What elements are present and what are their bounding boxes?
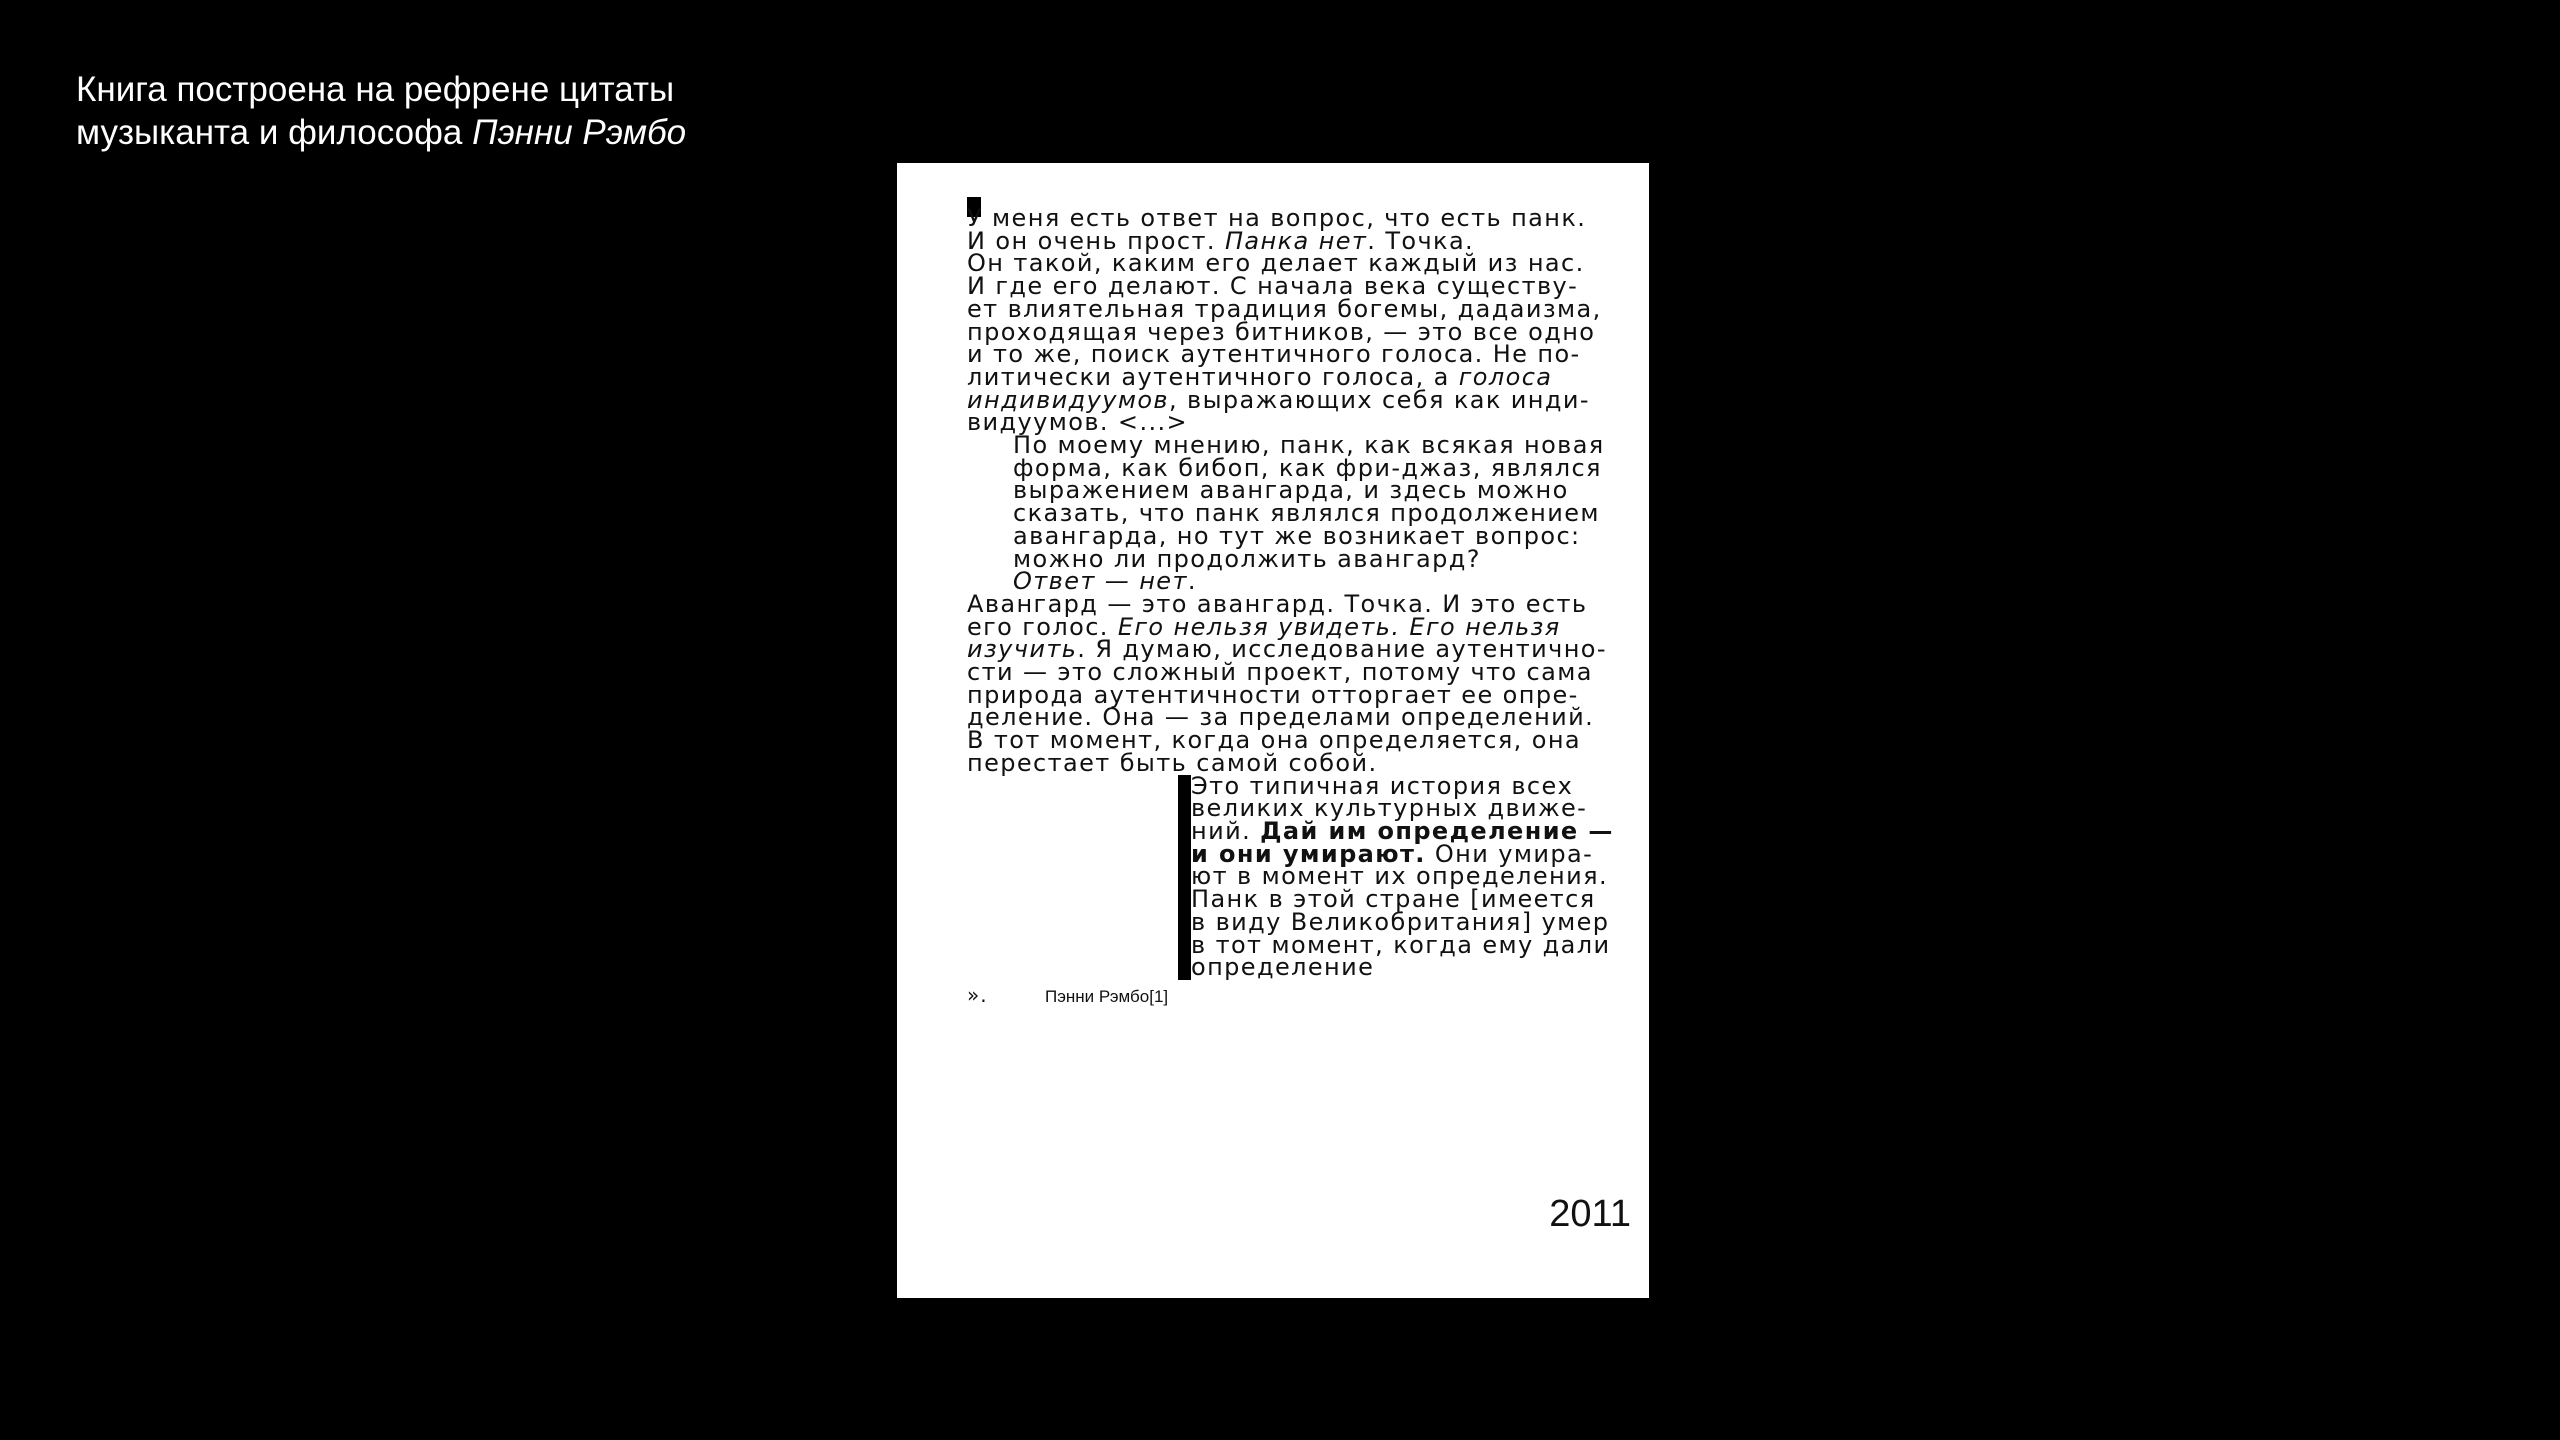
- caption-line-2-text: музыканта и философа: [76, 113, 473, 152]
- text-line: сти — это сложный проект, потому что сама: [967, 658, 1593, 687]
- text-span-bold: и они умирают.: [1191, 839, 1426, 868]
- quote-author: Пэнни Рэмбо[1]: [1045, 987, 1169, 1006]
- text-line: и то же, поиск аутентичного голоса. Не по-: [967, 340, 1581, 369]
- text-line: видуумов. <...>: [967, 408, 1189, 437]
- slide-caption: [76, 68, 686, 154]
- text-line: природа аутентичности отторгает ее опре-: [967, 680, 1579, 709]
- text-span-italic: Панка нет: [1224, 226, 1368, 255]
- text-line: определение: [1191, 953, 1375, 982]
- text-span: его голос.: [967, 612, 1118, 641]
- text-span: , выражающих себя как инди-: [1168, 385, 1590, 414]
- text-line: форма, как бибоп, как фри-джаз, являлся: [1013, 453, 1602, 482]
- text-line: перестает быть самой собой.: [967, 748, 1378, 777]
- text-line: выражением авангарда, и здесь можно: [1013, 476, 1569, 505]
- book-page: [897, 163, 1649, 1298]
- text-line: В тот момент, когда она определяется, она: [967, 726, 1582, 755]
- text-line: По моему мнению, панк, как всякая новая: [1013, 431, 1605, 460]
- text-line: ют в момент их определения.: [1191, 862, 1608, 891]
- closing-quote: ».: [967, 983, 988, 1007]
- text-line: проходящая через битников, — это все одно: [967, 317, 1596, 346]
- page-year: 2011: [1549, 1193, 1631, 1235]
- text-line: можно ли продолжить авангард?: [1013, 544, 1481, 573]
- signature-row: [967, 983, 1168, 1007]
- text-span-italic: изучить: [967, 635, 1078, 664]
- text-span: .: [1187, 567, 1197, 596]
- text-line: У меня есть ответ на вопрос, что есть панк.: [967, 204, 1587, 232]
- text-line: деление. Она — за пределами определений.: [967, 703, 1595, 732]
- text-line: Авангард — это авангард. Точка. И это есть: [967, 589, 1588, 618]
- text-span-italic: Ответ — нет: [1013, 567, 1188, 596]
- text-span: литически аутентичного голоса, а: [967, 362, 1459, 391]
- text-line: Это типичная история всех: [1191, 771, 1574, 800]
- caption-line-2: [76, 111, 686, 154]
- text-span-italic: индивидуумов: [967, 385, 1169, 414]
- text-span: ний.: [1191, 816, 1261, 845]
- caption-line-1: Книга построена на рефрене цитаты: [76, 70, 675, 109]
- text-line: авангарда, но тут же возникает вопрос:: [1013, 521, 1581, 550]
- text-line: Он такой, каким его делает каждый из нас.: [967, 249, 1585, 278]
- text-span-italic: Его нельзя увидеть. Его нельзя: [1117, 612, 1561, 641]
- text-line: в тот момент, когда ему дали: [1191, 930, 1611, 959]
- text-line: в виду Великобритания] умер: [1191, 907, 1610, 936]
- text-line: Панк в этой стране [имеется: [1191, 885, 1596, 914]
- caption-author-name: Пэнни Рэмбо: [472, 113, 687, 152]
- text-span: Они умира-: [1425, 839, 1594, 868]
- text-span: . Точка.: [1367, 226, 1475, 255]
- text-span: И он очень прост.: [967, 226, 1225, 255]
- text-line: великих культурных движе-: [1191, 794, 1588, 823]
- text-line: ет влиятельная традиция богемы, дадаизма,: [967, 294, 1602, 323]
- text-span-italic: голоса: [1458, 362, 1553, 391]
- text-span: . Я думаю, исследование аутентично-: [1077, 635, 1607, 664]
- text-line: сказать, что панк являлся продолжением: [1013, 499, 1600, 528]
- text-span-bold: Дай им определение —: [1260, 816, 1614, 845]
- text-line: И где его делают. С начала века существу-: [967, 272, 1579, 301]
- quote-text: [967, 204, 1637, 982]
